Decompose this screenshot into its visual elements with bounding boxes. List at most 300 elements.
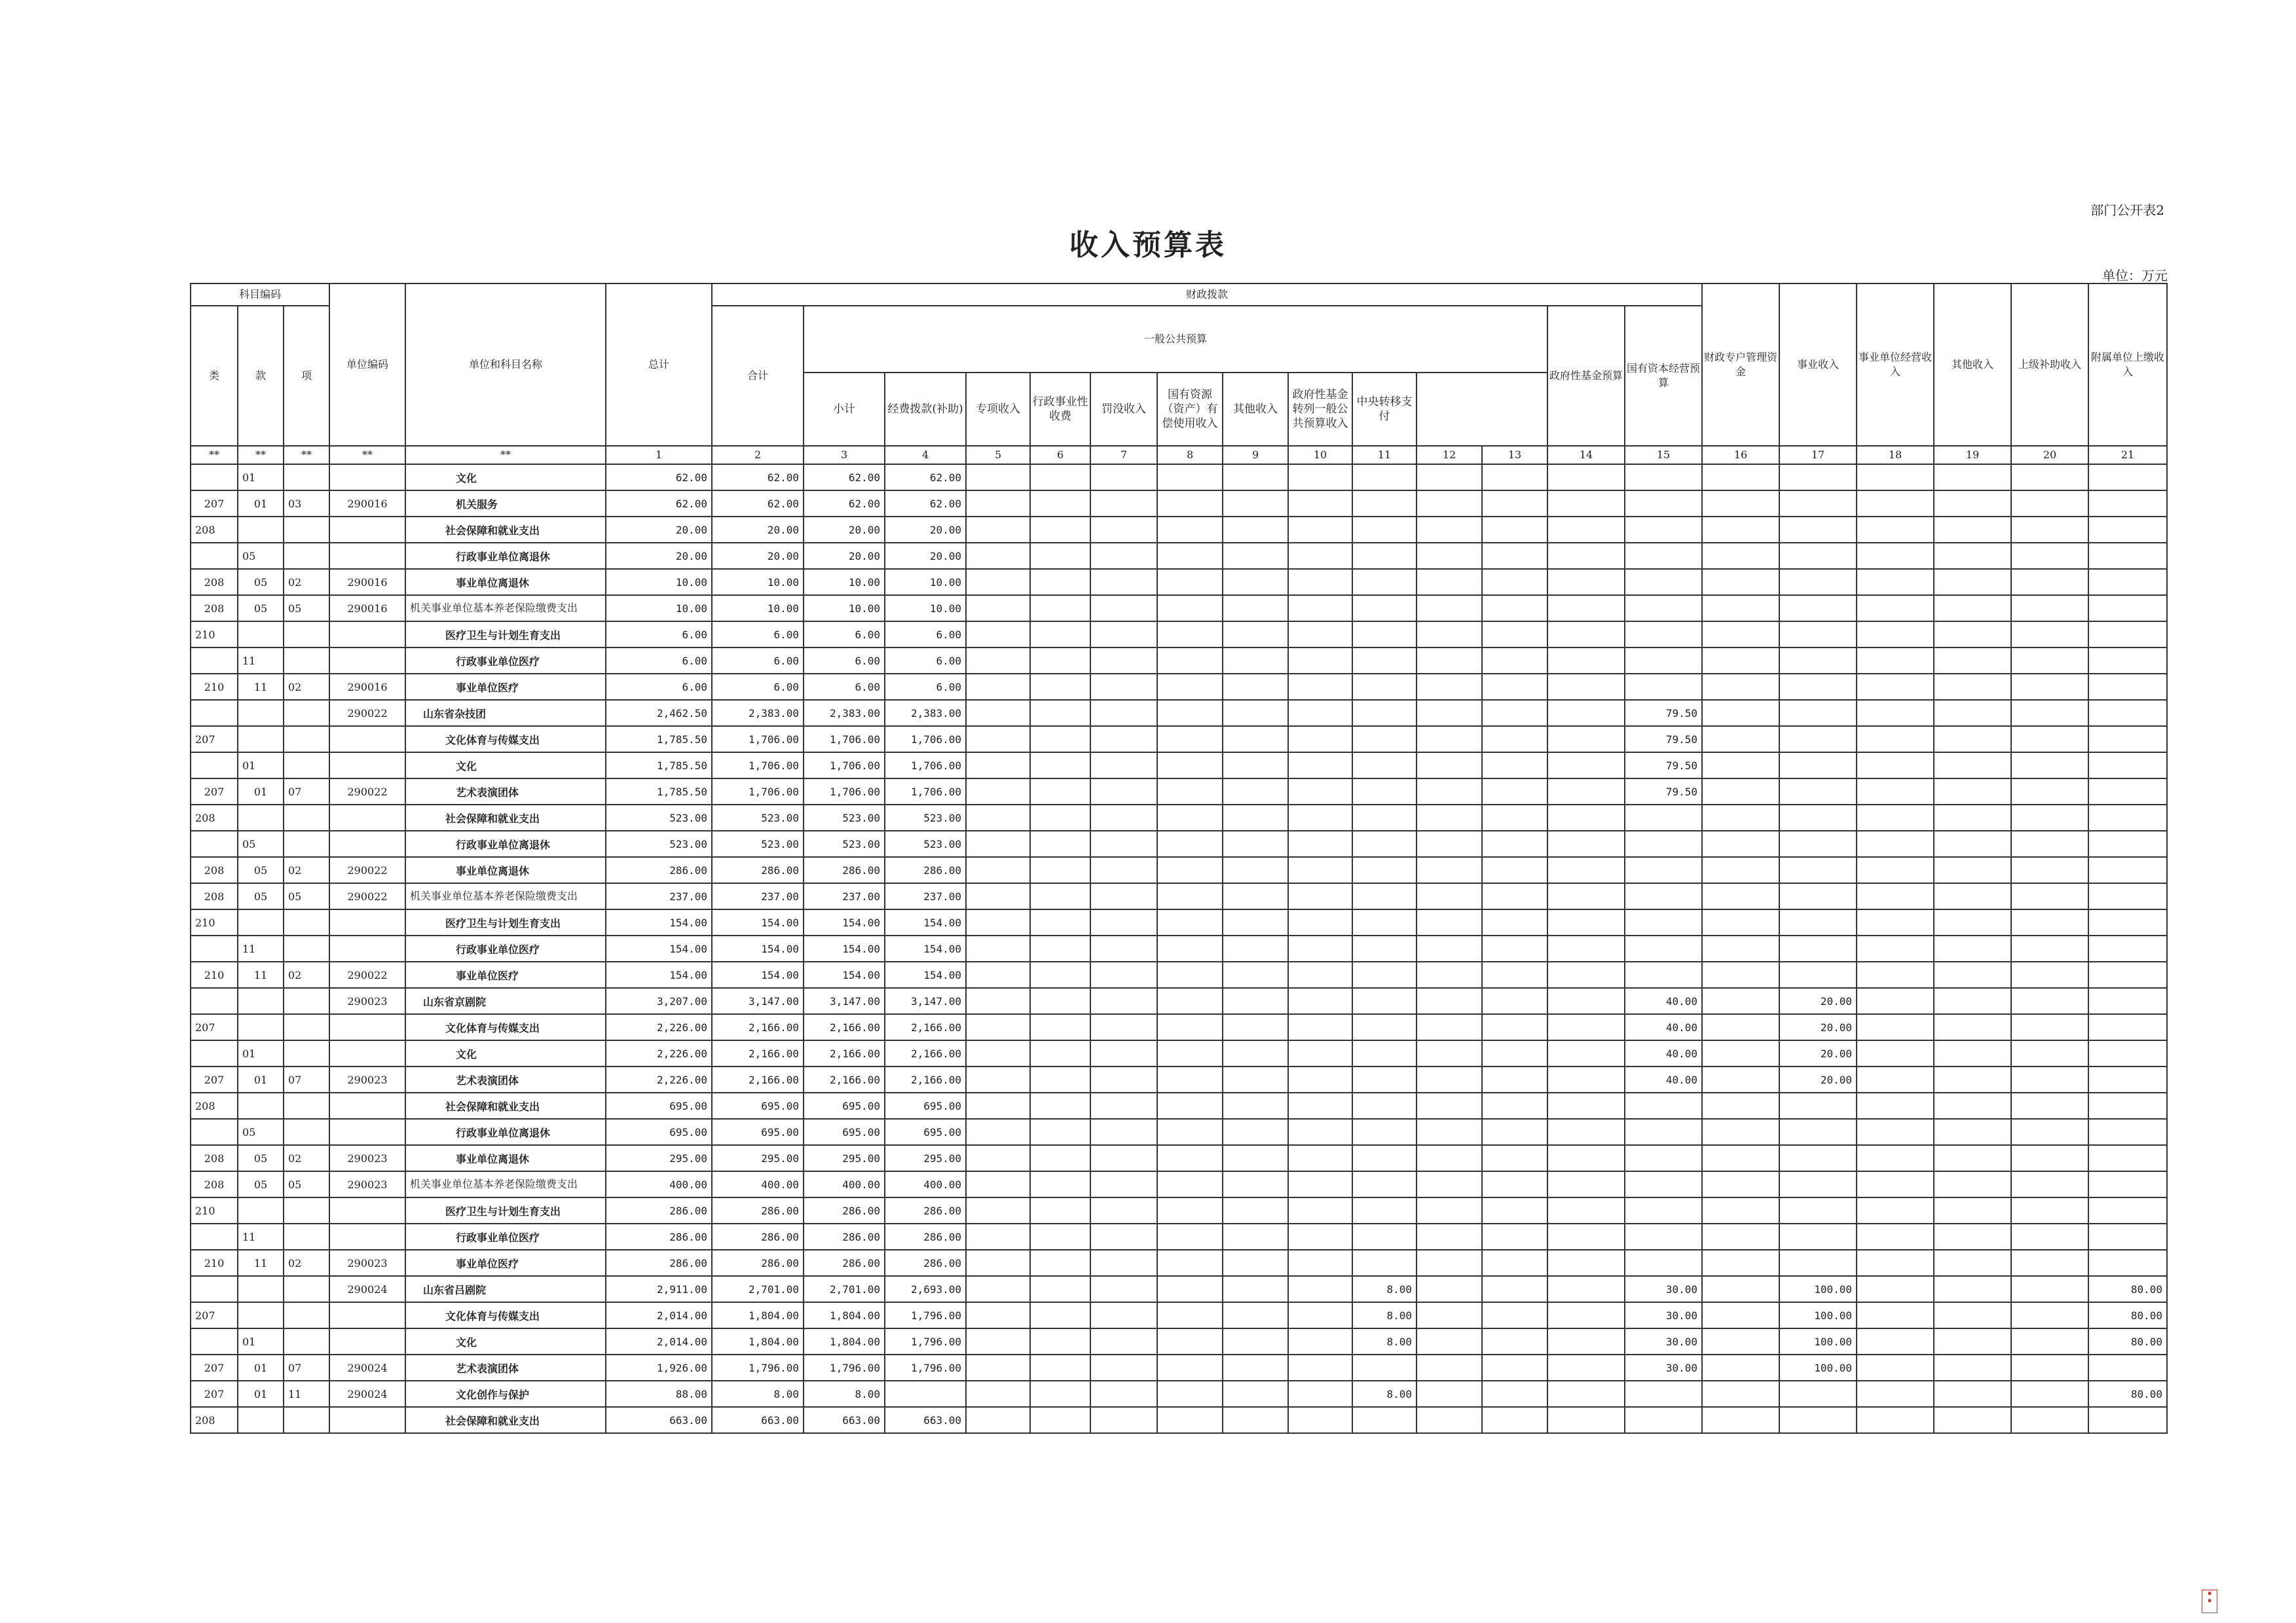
total-header: 总计 — [606, 283, 712, 446]
lei-cell — [191, 543, 238, 569]
value-cell: 1,796.00 — [804, 1355, 885, 1381]
value-cell: 20.00 — [804, 543, 885, 569]
value-cell — [1090, 726, 1157, 752]
value-cell — [1288, 805, 1352, 831]
value-cell: 295.00 — [712, 1145, 804, 1171]
value-cell — [2011, 621, 2088, 647]
col-number: 11 — [1352, 446, 1416, 464]
value-cell — [1779, 752, 1857, 778]
table-row — [191, 1119, 2167, 1145]
value-cell — [966, 517, 1030, 543]
value-cell: 400.00 — [885, 1171, 966, 1197]
kuan-cell: 01 — [238, 778, 284, 805]
value-cell — [1779, 595, 1857, 621]
value-cell — [2088, 543, 2167, 569]
value-cell — [2011, 936, 2088, 962]
value-cell: 3,147.00 — [885, 988, 966, 1014]
value-cell — [1030, 1171, 1090, 1197]
value-cell — [1857, 1328, 1934, 1355]
value-cell — [1030, 1355, 1090, 1381]
value-cell — [1030, 1067, 1090, 1093]
value-cell — [1702, 857, 1779, 883]
value-cell — [2088, 700, 2167, 726]
value-cell: 1,706.00 — [885, 752, 966, 778]
xiang-cell: 07 — [284, 1067, 329, 1093]
value-cell: 8.00 — [712, 1381, 804, 1407]
kuan-cell: 05 — [238, 1145, 284, 1171]
value-cell — [1030, 988, 1090, 1014]
value-cell — [1030, 1302, 1090, 1328]
value-cell — [1779, 700, 1857, 726]
value-cell — [966, 1407, 1030, 1433]
value-cell — [1352, 883, 1416, 909]
value-cell — [1288, 464, 1352, 490]
value-cell — [1625, 569, 1702, 595]
value-cell — [1702, 1093, 1779, 1119]
xiang-cell — [284, 988, 329, 1014]
table-row — [191, 831, 2167, 857]
unit-code-cell: 290023 — [329, 1171, 405, 1197]
value-cell — [1416, 831, 1482, 857]
value-cell — [1030, 700, 1090, 726]
value-cell — [1547, 1093, 1625, 1119]
value-cell — [1702, 936, 1779, 962]
value-cell — [1547, 1407, 1625, 1433]
unit-code-cell — [329, 1302, 405, 1328]
value-cell — [2011, 988, 2088, 1014]
value-cell: 1,796.00 — [885, 1302, 966, 1328]
lei-cell: 208 — [191, 883, 238, 909]
value-cell — [966, 778, 1030, 805]
value-cell — [2088, 1040, 2167, 1067]
kuan-cell: 01 — [238, 1067, 284, 1093]
xiang-cell — [284, 1197, 329, 1224]
value-cell — [966, 543, 1030, 569]
value-cell — [2011, 490, 2088, 517]
value-cell — [2011, 1355, 2088, 1381]
value-cell — [1352, 490, 1416, 517]
lei-cell — [191, 647, 238, 674]
value-cell — [1223, 778, 1288, 805]
lei-cell: 207 — [191, 1014, 238, 1040]
unit-code-cell: 290024 — [329, 1355, 405, 1381]
value-cell — [1934, 1145, 2011, 1171]
value-cell — [1779, 490, 1857, 517]
value-cell — [1482, 1355, 1547, 1381]
kuan-cell: 11 — [238, 674, 284, 700]
value-cell: 20.00 — [1779, 1014, 1857, 1040]
xiang-cell — [284, 517, 329, 543]
value-cell — [1030, 726, 1090, 752]
kuan-cell: 05 — [238, 883, 284, 909]
value-cell: 10.00 — [804, 595, 885, 621]
kuan-cell: 05 — [238, 1171, 284, 1197]
value-cell — [1416, 1355, 1482, 1381]
value-cell — [1547, 1040, 1625, 1067]
unit-name-cell: 行政事业单位医疗 — [405, 647, 606, 674]
value-cell — [1934, 543, 2011, 569]
value-cell — [1157, 647, 1223, 674]
value-cell: 1,706.00 — [712, 726, 804, 752]
xiang-cell: 02 — [284, 857, 329, 883]
value-cell — [1702, 1328, 1779, 1355]
col-number: 20 — [2011, 446, 2088, 464]
value-cell — [1416, 752, 1482, 778]
value-cell — [1030, 962, 1090, 988]
value-cell — [1223, 1250, 1288, 1276]
value-cell — [1090, 517, 1157, 543]
value-cell — [1090, 831, 1157, 857]
value-cell — [1625, 909, 1702, 936]
table-row — [191, 569, 2167, 595]
gov-fund-budget-header: 政府性基金预算 — [1547, 306, 1625, 446]
value-cell — [1857, 988, 1934, 1014]
value-cell — [2088, 1145, 2167, 1171]
value-cell: 40.00 — [1625, 988, 1702, 1014]
gov-fund-transfer-header: 政府性基金转列一般公共预算收入 — [1288, 373, 1352, 446]
value-cell — [1482, 1276, 1547, 1302]
value-cell — [1288, 1093, 1352, 1119]
value-cell — [1934, 1381, 2011, 1407]
value-cell — [1157, 1302, 1223, 1328]
value-cell: 62.00 — [606, 490, 712, 517]
value-cell: 6.00 — [712, 621, 804, 647]
value-cell — [1482, 700, 1547, 726]
value-cell — [1030, 595, 1090, 621]
col-number: 3 — [804, 446, 885, 464]
value-cell — [1157, 1328, 1223, 1355]
unit-name-cell: 事业单位医疗 — [405, 674, 606, 700]
value-cell: 10.00 — [804, 569, 885, 595]
value-cell — [966, 857, 1030, 883]
value-cell — [1157, 1093, 1223, 1119]
lei-cell — [191, 700, 238, 726]
value-cell: 100.00 — [1779, 1355, 1857, 1381]
value-cell — [1702, 1067, 1779, 1093]
value-cell — [1934, 1119, 2011, 1145]
value-cell — [1702, 909, 1779, 936]
value-cell: 8.00 — [1352, 1302, 1416, 1328]
value-cell — [1934, 962, 2011, 988]
value-cell — [2011, 1197, 2088, 1224]
value-cell — [1416, 1171, 1482, 1197]
affiliated-income-header: 附属单位上缴收入 — [2088, 283, 2167, 446]
value-cell: 3,147.00 — [804, 988, 885, 1014]
value-cell: 523.00 — [804, 831, 885, 857]
value-cell — [1482, 464, 1547, 490]
value-cell — [1416, 1145, 1482, 1171]
xiang-cell: 02 — [284, 1145, 329, 1171]
value-cell — [1223, 857, 1288, 883]
value-cell: 1,796.00 — [885, 1328, 966, 1355]
value-cell — [2011, 1093, 2088, 1119]
value-cell — [2011, 700, 2088, 726]
value-cell: 1,706.00 — [885, 726, 966, 752]
value-cell — [1547, 752, 1625, 778]
value-cell — [1547, 883, 1625, 909]
value-cell — [2088, 988, 2167, 1014]
table-row — [191, 962, 2167, 988]
value-cell — [1352, 805, 1416, 831]
table-row — [191, 1145, 2167, 1171]
value-cell — [2011, 464, 2088, 490]
value-cell: 154.00 — [885, 909, 966, 936]
value-cell — [1352, 647, 1416, 674]
value-cell — [2011, 1171, 2088, 1197]
kuan-cell — [238, 1407, 284, 1433]
col-number: 19 — [1934, 446, 2011, 464]
value-cell — [1090, 595, 1157, 621]
value-cell — [2088, 778, 2167, 805]
value-cell — [1157, 1014, 1223, 1040]
career-income-header: 事业收入 — [1779, 283, 1857, 446]
xiang-cell — [284, 1014, 329, 1040]
value-cell — [1288, 1145, 1352, 1171]
value-cell — [1482, 621, 1547, 647]
value-cell — [1547, 647, 1625, 674]
value-cell: 30.00 — [1625, 1355, 1702, 1381]
table-row — [191, 1407, 2167, 1433]
value-cell — [1934, 674, 2011, 700]
value-cell — [1090, 464, 1157, 490]
value-cell — [1702, 805, 1779, 831]
value-cell — [1779, 569, 1857, 595]
value-cell — [966, 1355, 1030, 1381]
value-cell — [2011, 1224, 2088, 1250]
value-cell — [1030, 1040, 1090, 1067]
kuan-cell: 01 — [238, 1381, 284, 1407]
value-cell — [1482, 1119, 1547, 1145]
kuan-cell — [238, 805, 284, 831]
unit-name-cell: 医疗卫生与计划生育支出 — [405, 909, 606, 936]
value-cell: 2,462.50 — [606, 700, 712, 726]
value-cell — [1288, 1328, 1352, 1355]
lei-cell: 208 — [191, 1171, 238, 1197]
xiang-cell: 03 — [284, 490, 329, 517]
table-row — [191, 621, 2167, 647]
value-cell — [1625, 936, 1702, 962]
value-cell — [1223, 647, 1288, 674]
unit-name-cell: 行政事业单位医疗 — [405, 936, 606, 962]
unit-code-header: 单位编码 — [329, 283, 405, 446]
col-number: 13 — [1482, 446, 1547, 464]
value-cell: 286.00 — [606, 1250, 712, 1276]
value-cell — [1288, 726, 1352, 752]
kuan-cell: 11 — [238, 936, 284, 962]
value-cell: 237.00 — [606, 883, 712, 909]
value-cell — [1223, 988, 1288, 1014]
value-cell — [1482, 1145, 1547, 1171]
unit-code-cell — [329, 831, 405, 857]
value-cell — [1352, 1040, 1416, 1067]
lei-cell: 208 — [191, 1093, 238, 1119]
value-cell — [1547, 1014, 1625, 1040]
value-cell: 2,166.00 — [804, 1014, 885, 1040]
value-cell — [1547, 962, 1625, 988]
xiang-cell — [284, 805, 329, 831]
value-cell — [966, 1067, 1030, 1093]
value-cell — [1352, 1145, 1416, 1171]
xiang-cell — [284, 726, 329, 752]
value-cell — [1625, 805, 1702, 831]
col-number: 4 — [885, 446, 966, 464]
value-cell: 154.00 — [804, 936, 885, 962]
value-cell: 10.00 — [885, 569, 966, 595]
value-cell — [1702, 726, 1779, 752]
value-cell — [1030, 831, 1090, 857]
value-cell — [1934, 1407, 2011, 1433]
value-cell: 20.00 — [1779, 1040, 1857, 1067]
table-row — [191, 1224, 2167, 1250]
unit-code-cell: 290023 — [329, 1250, 405, 1276]
value-cell — [1352, 543, 1416, 569]
unit-name-cell: 医疗卫生与计划生育支出 — [405, 621, 606, 647]
value-cell: 400.00 — [712, 1171, 804, 1197]
value-cell: 88.00 — [606, 1381, 712, 1407]
value-cell: 2,166.00 — [804, 1040, 885, 1067]
value-cell — [1482, 962, 1547, 988]
upper-subsidy-header: 上级补助收入 — [2011, 283, 2088, 446]
xiang-cell: 02 — [284, 569, 329, 595]
value-cell: 154.00 — [606, 962, 712, 988]
value-cell: 6.00 — [804, 647, 885, 674]
value-cell: 695.00 — [885, 1093, 966, 1119]
value-cell — [2011, 883, 2088, 909]
value-cell — [1288, 909, 1352, 936]
value-cell — [1416, 1407, 1482, 1433]
value-cell — [2011, 543, 2088, 569]
value-cell — [1157, 1171, 1223, 1197]
value-cell — [1857, 752, 1934, 778]
value-cell — [1779, 778, 1857, 805]
value-cell: 62.00 — [804, 490, 885, 517]
unit-name-cell: 社会保障和就业支出 — [405, 517, 606, 543]
value-cell — [1223, 1093, 1288, 1119]
unit-name-cell: 文化 — [405, 752, 606, 778]
value-cell — [1482, 857, 1547, 883]
value-cell — [1934, 1328, 2011, 1355]
value-cell — [1482, 1014, 1547, 1040]
value-cell — [1779, 1119, 1857, 1145]
value-cell — [1779, 1381, 1857, 1407]
jingfei-header: 经费拨款(补助) — [885, 373, 966, 446]
value-cell — [1090, 543, 1157, 569]
unit-name-cell: 文化 — [405, 1328, 606, 1355]
value-cell — [1779, 962, 1857, 988]
lei-cell: 210 — [191, 1250, 238, 1276]
value-cell: 295.00 — [885, 1145, 966, 1171]
value-cell — [1482, 1224, 1547, 1250]
value-cell: 154.00 — [804, 909, 885, 936]
value-cell — [1857, 490, 1934, 517]
value-cell — [1702, 647, 1779, 674]
unit-code-cell: 290016 — [329, 595, 405, 621]
value-cell: 79.50 — [1625, 700, 1702, 726]
kuan-cell: 05 — [238, 543, 284, 569]
table-row — [191, 778, 2167, 805]
unit-code-cell: 290023 — [329, 1145, 405, 1171]
value-cell: 62.00 — [606, 464, 712, 490]
value-cell — [1779, 726, 1857, 752]
value-cell — [1416, 674, 1482, 700]
subject-code-header: 科目编码 — [191, 283, 329, 306]
value-cell — [1857, 1093, 1934, 1119]
value-cell — [1779, 1250, 1857, 1276]
value-cell — [1857, 1276, 1934, 1302]
value-cell — [1702, 988, 1779, 1014]
value-cell — [1934, 1067, 2011, 1093]
value-cell — [1547, 464, 1625, 490]
value-cell — [1547, 909, 1625, 936]
value-cell — [1547, 674, 1625, 700]
value-cell — [1288, 569, 1352, 595]
value-cell — [1223, 1119, 1288, 1145]
value-cell: 8.00 — [1352, 1328, 1416, 1355]
table-row — [191, 1328, 2167, 1355]
kuan-cell: 01 — [238, 464, 284, 490]
state-capital-header: 国有资本经营预算 — [1625, 306, 1702, 446]
table-row — [191, 857, 2167, 883]
value-cell — [2088, 936, 2167, 962]
value-cell — [1934, 936, 2011, 962]
value-cell — [1779, 936, 1857, 962]
value-cell — [1857, 883, 1934, 909]
value-cell: 695.00 — [804, 1119, 885, 1145]
unit-code-cell — [329, 752, 405, 778]
value-cell — [1625, 1407, 1702, 1433]
value-cell — [1030, 490, 1090, 517]
value-cell — [966, 700, 1030, 726]
value-cell — [2011, 726, 2088, 752]
value-cell — [1416, 805, 1482, 831]
value-cell — [1288, 752, 1352, 778]
lei-cell — [191, 1276, 238, 1302]
value-cell — [1547, 1250, 1625, 1276]
value-cell: 30.00 — [1625, 1328, 1702, 1355]
value-cell — [966, 674, 1030, 700]
value-cell — [1288, 988, 1352, 1014]
value-cell — [2088, 1119, 2167, 1145]
table-row — [191, 674, 2167, 700]
value-cell — [1090, 1355, 1157, 1381]
value-cell — [1030, 1250, 1090, 1276]
value-cell — [1416, 1197, 1482, 1224]
value-cell — [1157, 595, 1223, 621]
value-cell — [1857, 1407, 1934, 1433]
value-cell — [1702, 962, 1779, 988]
xiang-cell — [284, 1224, 329, 1250]
value-cell — [1416, 988, 1482, 1014]
value-cell: 695.00 — [804, 1093, 885, 1119]
unit-name-cell: 艺术表演团体 — [405, 1067, 606, 1093]
unit-code-cell: 290024 — [329, 1276, 405, 1302]
value-cell — [1288, 647, 1352, 674]
value-cell — [1352, 909, 1416, 936]
value-cell — [1090, 1276, 1157, 1302]
value-cell — [2011, 1328, 2088, 1355]
value-cell — [1157, 988, 1223, 1014]
value-cell — [1779, 883, 1857, 909]
value-cell — [1416, 1381, 1482, 1407]
kuan-header: 款 — [238, 306, 284, 446]
value-cell — [1157, 1381, 1223, 1407]
other-income-general-header: 其他收入 — [1223, 373, 1288, 446]
value-cell — [1934, 909, 2011, 936]
value-cell — [1857, 1119, 1934, 1145]
lei-cell: 210 — [191, 621, 238, 647]
value-cell — [2011, 1407, 2088, 1433]
value-cell — [1223, 1381, 1288, 1407]
